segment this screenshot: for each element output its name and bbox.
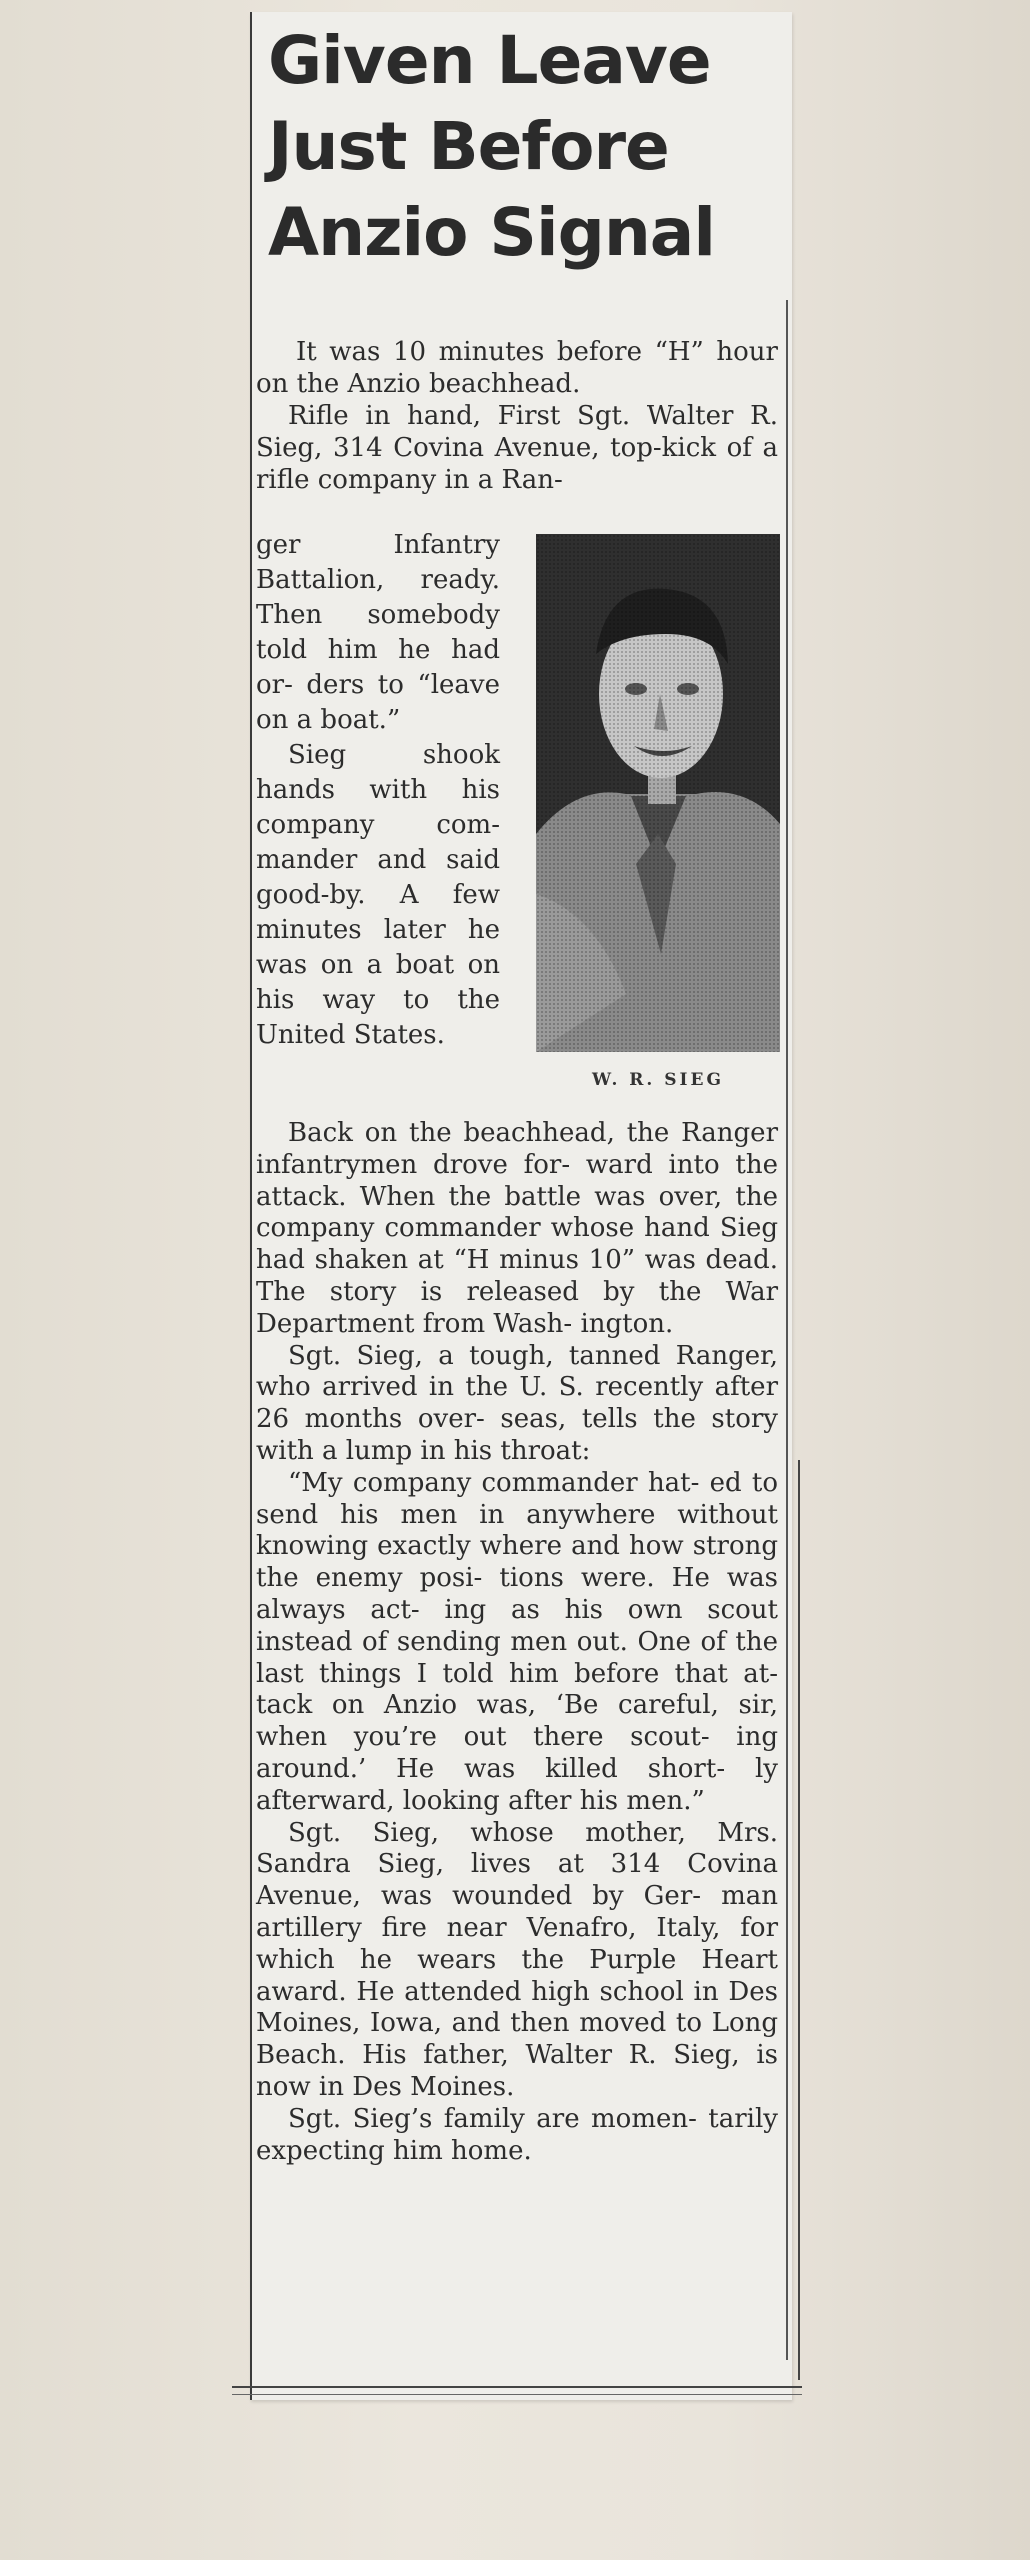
photo-caption: W. R. SIEG [592, 1070, 724, 1090]
article-intro [256, 336, 778, 496]
paragraph-6: Sgt. Sieg, a tough, tanned Ranger, who arrived in the U. S. recently after 26 months over- seas, tells the story with a lump in his throat: [256, 1340, 778, 1466]
paragraph-1: It was 10 minutes before “H” hour on the Anzio beachhead. [256, 337, 778, 399]
headline-line-1: Given Leave [268, 22, 711, 99]
article-continued [256, 1118, 778, 2167]
paragraph-7: “My company commander hat- ed to send his men in anywhere without knowing exactly where and how strong the enemy posi- tions were. He was always act- ing as his own scout instead of sending men out. One of the last things I told him before that at- tack on Anzio was, ‘Be careful, sir, when you’re out there scout- ing around.’ He was killed short- ly afterward, looking after his men.” [256, 1467, 778, 1816]
portrait-photo [536, 534, 780, 1052]
column-rule [786, 300, 788, 2360]
paragraph-2: Rifle in hand, First Sgt. Walter R. Sieg, 314 Covina Avenue, top-kick of a rifle company in a Ran- [256, 401, 778, 495]
bottom-rule-thin [232, 2394, 802, 2395]
paragraph-9: Sgt. Sieg’s family are momen- tarily expecting him home. [256, 2103, 778, 2166]
headline-line-3: Anzio Signal [268, 194, 715, 271]
paragraph-8: Sgt. Sieg, whose mother, Mrs. Sandra Sieg, lives at 314 Covina Avenue, was wounded by Ger- man artillery fire near Venafro, Italy, for which he wears the Purple Heart award. He attended high school in Des Moines, Iowa, and then moved to Long Beach. His father, Walter R. Sieg, is now in Des Moines. [256, 1817, 778, 2102]
paragraph-4: Sieg shook hands with his company com- mander and said good-by. A few minutes later he was on a boat on his way to the United States. [256, 740, 500, 1050]
headline-line-2: Just Before [268, 108, 669, 185]
bottom-rule [232, 2386, 802, 2388]
paragraph-3: ger Infantry Battalion, ready. Then somebody told him he had or- ders to “leave on a boat.” [256, 530, 500, 735]
article-narrow-column [256, 528, 500, 1053]
portrait-image [536, 534, 780, 1052]
adjacent-column-rule [798, 1460, 800, 2380]
paragraph-5: Back on the beachhead, the Ranger infantrymen drove for- ward into the attack. When the battle was over, the company commander whose hand Sieg had shaken at “H minus 10” was dead. The story is released by the War Department from Wash- ington. [256, 1118, 778, 1339]
headline [268, 18, 778, 276]
